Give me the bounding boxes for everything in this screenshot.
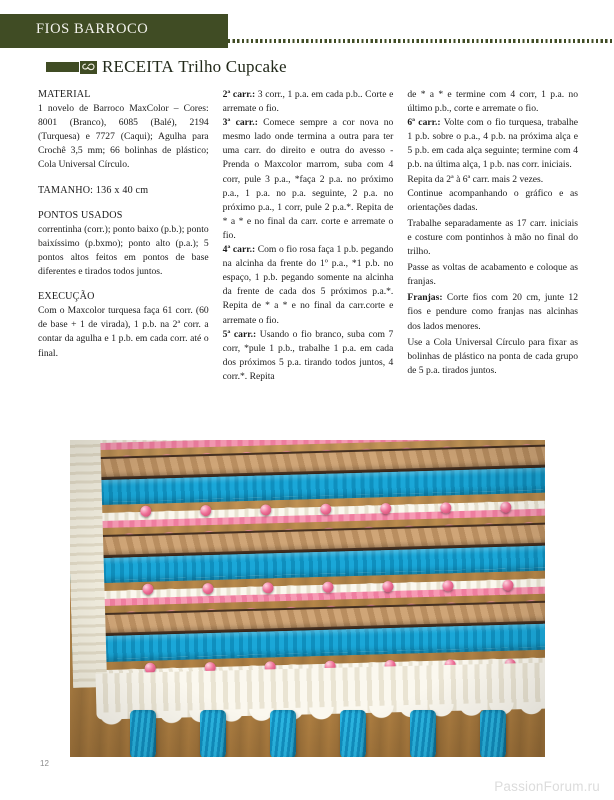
finishing-instruction: Passe as voltas de acabamento e coloque as franjas. bbox=[407, 262, 579, 288]
material-heading: MATERIAL bbox=[38, 89, 91, 100]
recipe-prefix: RECEITA bbox=[102, 57, 174, 76]
fringe-tassel bbox=[270, 710, 296, 757]
continuation-text: de * a * e termine com 4 corr, 1 p.a. no último p.b., corte e arremate o fio. bbox=[407, 89, 579, 115]
stitches-heading: PONTOS USADOS bbox=[38, 209, 123, 221]
page-header bbox=[0, 14, 614, 48]
row-4-text: Com o fio rosa faça 1 p.b. pegando na alcinha da frente do 1º p.a., *1 p.b. no espaço, 1 p.b. pegando somente na alcinha da frente de cada dos 5 próximos p.a.*. Repita de * a * e no final da carr.corte e arremate o fio. bbox=[222, 244, 394, 326]
row-3-label: 3ª carr.: bbox=[222, 117, 258, 129]
row-6-label: 6ª carr.: bbox=[407, 117, 441, 129]
recipe-title-text bbox=[102, 57, 287, 77]
row-5-paragraph bbox=[223, 328, 394, 384]
row-5-label: 5ª carr.: bbox=[222, 328, 257, 340]
row-2-label: 2ª carr.: bbox=[222, 89, 256, 100]
glue-instruction: Use a Cola Universal Círculo para fixar as bolinhas de plástico na ponta de cada grupo de 5 p.a. tirados juntos. bbox=[407, 336, 579, 376]
recipe-green-bar bbox=[46, 62, 79, 72]
scroll-flourish-icon bbox=[80, 61, 97, 74]
page-number: 12 bbox=[40, 759, 49, 768]
fringe-tassel bbox=[410, 710, 436, 757]
repeat-instruction: Repita da 2ª à 6ª carr. mais 2 vezes. bbox=[407, 173, 544, 185]
fringe-tassel bbox=[340, 710, 366, 757]
row-2-text: 3 corr., 1 p.a. em cada p.b.. Corte e arremate o fio. bbox=[222, 89, 394, 115]
crochet-blanket bbox=[70, 440, 545, 688]
row-5-text: Usando o fio branco, suba com 7 corr, *pule 1 p.b., trabalhe 1 p.a. em cada dos próximos 5 p.a. tirando todos juntos, 4 corr.*. Repita bbox=[222, 328, 394, 382]
column-3 bbox=[407, 88, 578, 384]
brand-title: FIOS BARROCO bbox=[36, 21, 149, 37]
row-6-paragraph bbox=[407, 116, 578, 172]
blanket-bottom-edging bbox=[96, 662, 545, 719]
column-1 bbox=[38, 88, 209, 384]
site-watermark: PassionForum.ru bbox=[494, 779, 600, 794]
row-6-text: Volte com o fio turquesa, trabalhe 1 p.b. sobre o p.a., 4 p.b. na próxima alça e 5 p.b. em cada alça seguinte; termine com 4 p.b. na última alça, 1 p.b. nas corr. iniciais. bbox=[407, 117, 579, 171]
size-line: TAMANHO: 136 x 40 cm bbox=[38, 184, 149, 196]
header-dotted-rule bbox=[228, 39, 614, 43]
column-2 bbox=[223, 88, 394, 384]
crochet-table-runner-photo bbox=[70, 440, 545, 757]
recipe-name: Trilho Cupcake bbox=[178, 57, 287, 76]
stitches-body: correntinha (corr.); ponto baixo (p.b.); ponto baixíssimo (p.bxmo); ponto alto (p.a.); 5 pontos altos feitos em pontos de base diferentes e tirados todos juntos. bbox=[38, 223, 209, 278]
separate-rows-instruction: Trabalhe separadamente as 17 carr. iniciais e costure com pontinhos à mão no final do trilho. bbox=[407, 217, 579, 258]
fringe-paragraph bbox=[407, 291, 578, 333]
fringe-tassel bbox=[130, 710, 156, 757]
photo-content bbox=[70, 440, 545, 757]
row-3-text: Comece sempre a cor nova no mesmo lado onde termina a outra para ter uma carr. do direito e outra do avesso - Prenda o Maxcolor marrom, suba com 4 corr, pule 3 p.a., *faça 2 p.a. no próximo p.a., 1 p.a. no p.a. seguinte, 2 p.a. no próximo p.a., 1 corr, pule 2 p.a.*. Repita de * a * e no final da carr. corte e arremate o fio. bbox=[222, 117, 394, 241]
row-2-paragraph bbox=[223, 88, 394, 116]
row-4-paragraph bbox=[223, 243, 394, 328]
chart-instruction: Continue acompanhando o gráfico e as orientações dadas. bbox=[407, 187, 579, 213]
material-body: 1 novelo de Barroco MaxColor – Cores: 8001 (Branco), 6085 (Balé), 2194 (Turquesa) e 7727 (Caqui); Agulha para Crochê 3,5 mm; 66 bolinhas de plástico; Cola Universal Círculo. bbox=[38, 103, 209, 171]
fringe-tassel bbox=[480, 710, 506, 757]
recipe-heading bbox=[46, 56, 287, 78]
article-columns bbox=[38, 88, 578, 384]
execution-heading: EXECUÇÃO bbox=[38, 291, 95, 303]
row-4-label: 4ª carr.: bbox=[222, 244, 256, 256]
row-3-paragraph bbox=[223, 116, 394, 243]
fringe-text: Corte fios com 20 cm, junte 12 fios e pendure como franjas nas alcinhas dos lados menores. bbox=[407, 292, 579, 332]
fringe-tassel bbox=[200, 710, 226, 757]
execution-body: Com o Maxcolor turquesa faça 61 corr. (60 de base + 1 de virada), 1 p.b. na 2ª corr. a contar da agulha e 1 p.b. em cada corr. até o final. bbox=[38, 305, 209, 359]
fringe-label: Franjas: bbox=[407, 292, 443, 304]
